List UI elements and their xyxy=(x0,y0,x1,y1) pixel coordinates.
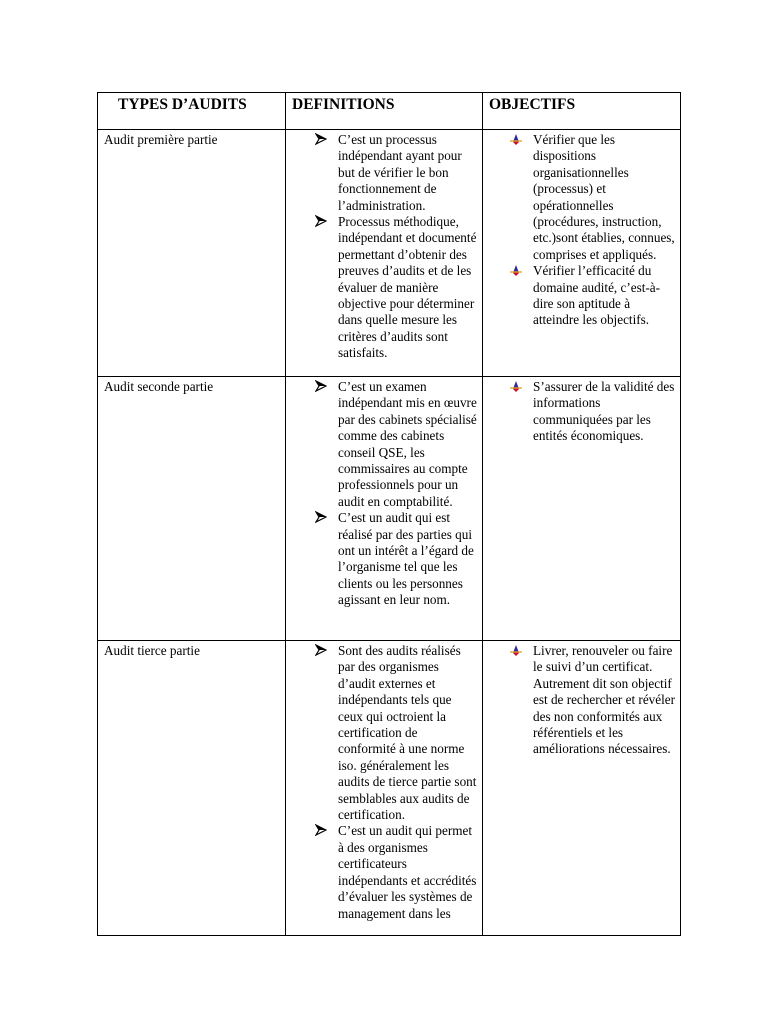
dart-bullet-icon xyxy=(510,134,522,145)
arrowhead-bullet-icon xyxy=(315,511,327,523)
header-definitions: DEFINITIONS xyxy=(286,93,483,130)
arrowhead-bullet-icon xyxy=(315,133,327,145)
arrowhead-bullet-icon xyxy=(315,215,327,227)
definition-text: Sont des audits réalisés par des organismes d’audit externes et indépendants tels que ceux qui octroient la certification de conformité à une norme iso. généralement les audits de tierce partie sont semblables aux audits de certification. xyxy=(338,643,477,823)
table-row xyxy=(98,377,681,641)
table-header-row xyxy=(98,93,681,130)
objective-text: Livrer, renouveler ou faire le suivi d’un certificat. Autrement dit son objectif est de rechercher et révéler des non conformités aux référentiels et les améliorations nécessaires. xyxy=(533,643,676,757)
objective-item xyxy=(483,132,676,263)
table-row xyxy=(98,130,681,377)
definition-text: C’est un audit qui est réalisé par des parties qui ont un intérêt a l’égard de l’organisme tel que les clients ou les personnes agissant en leur nom. xyxy=(338,510,474,608)
definition-item xyxy=(286,214,478,362)
objective-item xyxy=(483,263,676,329)
definition-item xyxy=(286,379,478,510)
definition-item xyxy=(286,510,478,608)
header-types: TYPES D’AUDITS xyxy=(98,93,286,130)
definition-text: C’est un examen indépendant mis en œuvre par des cabinets spécialisé comme des cabinets conseil QSE, les commissaires au compte professionnels pour un audit en comptabilité. xyxy=(338,379,477,509)
dart-bullet-icon xyxy=(510,645,522,656)
definitions-cell xyxy=(286,377,483,641)
objectives-cell xyxy=(483,377,681,641)
definition-text: Processus méthodique, indépendant et documenté permettant d’obtenir des preuves d’audits et de les évaluer de manière objective pour déterminer dans quelle mesure les critères d’audits sont satisfaits. xyxy=(338,214,477,361)
arrowhead-bullet-icon xyxy=(315,380,327,392)
dart-bullet-icon xyxy=(510,265,522,276)
audit-type-cell: Audit seconde partie xyxy=(98,377,286,641)
definition-item xyxy=(286,823,478,921)
definition-item xyxy=(286,132,478,214)
header-objectives: OBJECTIFS xyxy=(483,93,681,130)
objective-text: S’assurer de la validité des informations communiquées par les entités économiques. xyxy=(533,379,675,444)
table-row xyxy=(98,641,681,936)
objective-item xyxy=(483,379,676,445)
definition-text: C’est un processus indépendant ayant pour but de vérifier le bon fonctionnement de l’administration. xyxy=(338,132,462,213)
audit-type-cell: Audit tierce partie xyxy=(98,641,286,936)
objective-text: Vérifier l’efficacité du domaine audité, c’est-à-dire son aptitude à atteindre les objectifs. xyxy=(533,263,661,328)
dart-bullet-icon xyxy=(510,381,522,392)
arrowhead-bullet-icon xyxy=(315,824,327,836)
definitions-cell xyxy=(286,130,483,377)
definition-text: C’est un audit qui permet à des organismes certificateurs indépendants et accrédités d’évaluer les systèmes de management dans les xyxy=(338,823,477,921)
definitions-cell xyxy=(286,641,483,936)
definition-item xyxy=(286,643,478,823)
objectives-cell xyxy=(483,641,681,936)
audit-type-cell: Audit première partie xyxy=(98,130,286,377)
audit-types-table xyxy=(97,92,681,936)
objectives-cell xyxy=(483,130,681,377)
objective-item xyxy=(483,643,676,758)
arrowhead-bullet-icon xyxy=(315,644,327,656)
objective-text: Vérifier que les dispositions organisationnelles (processus) et opérationnelles (procédures, instruction, etc.)sont établies, connues, comprises et appliqués. xyxy=(533,132,675,262)
